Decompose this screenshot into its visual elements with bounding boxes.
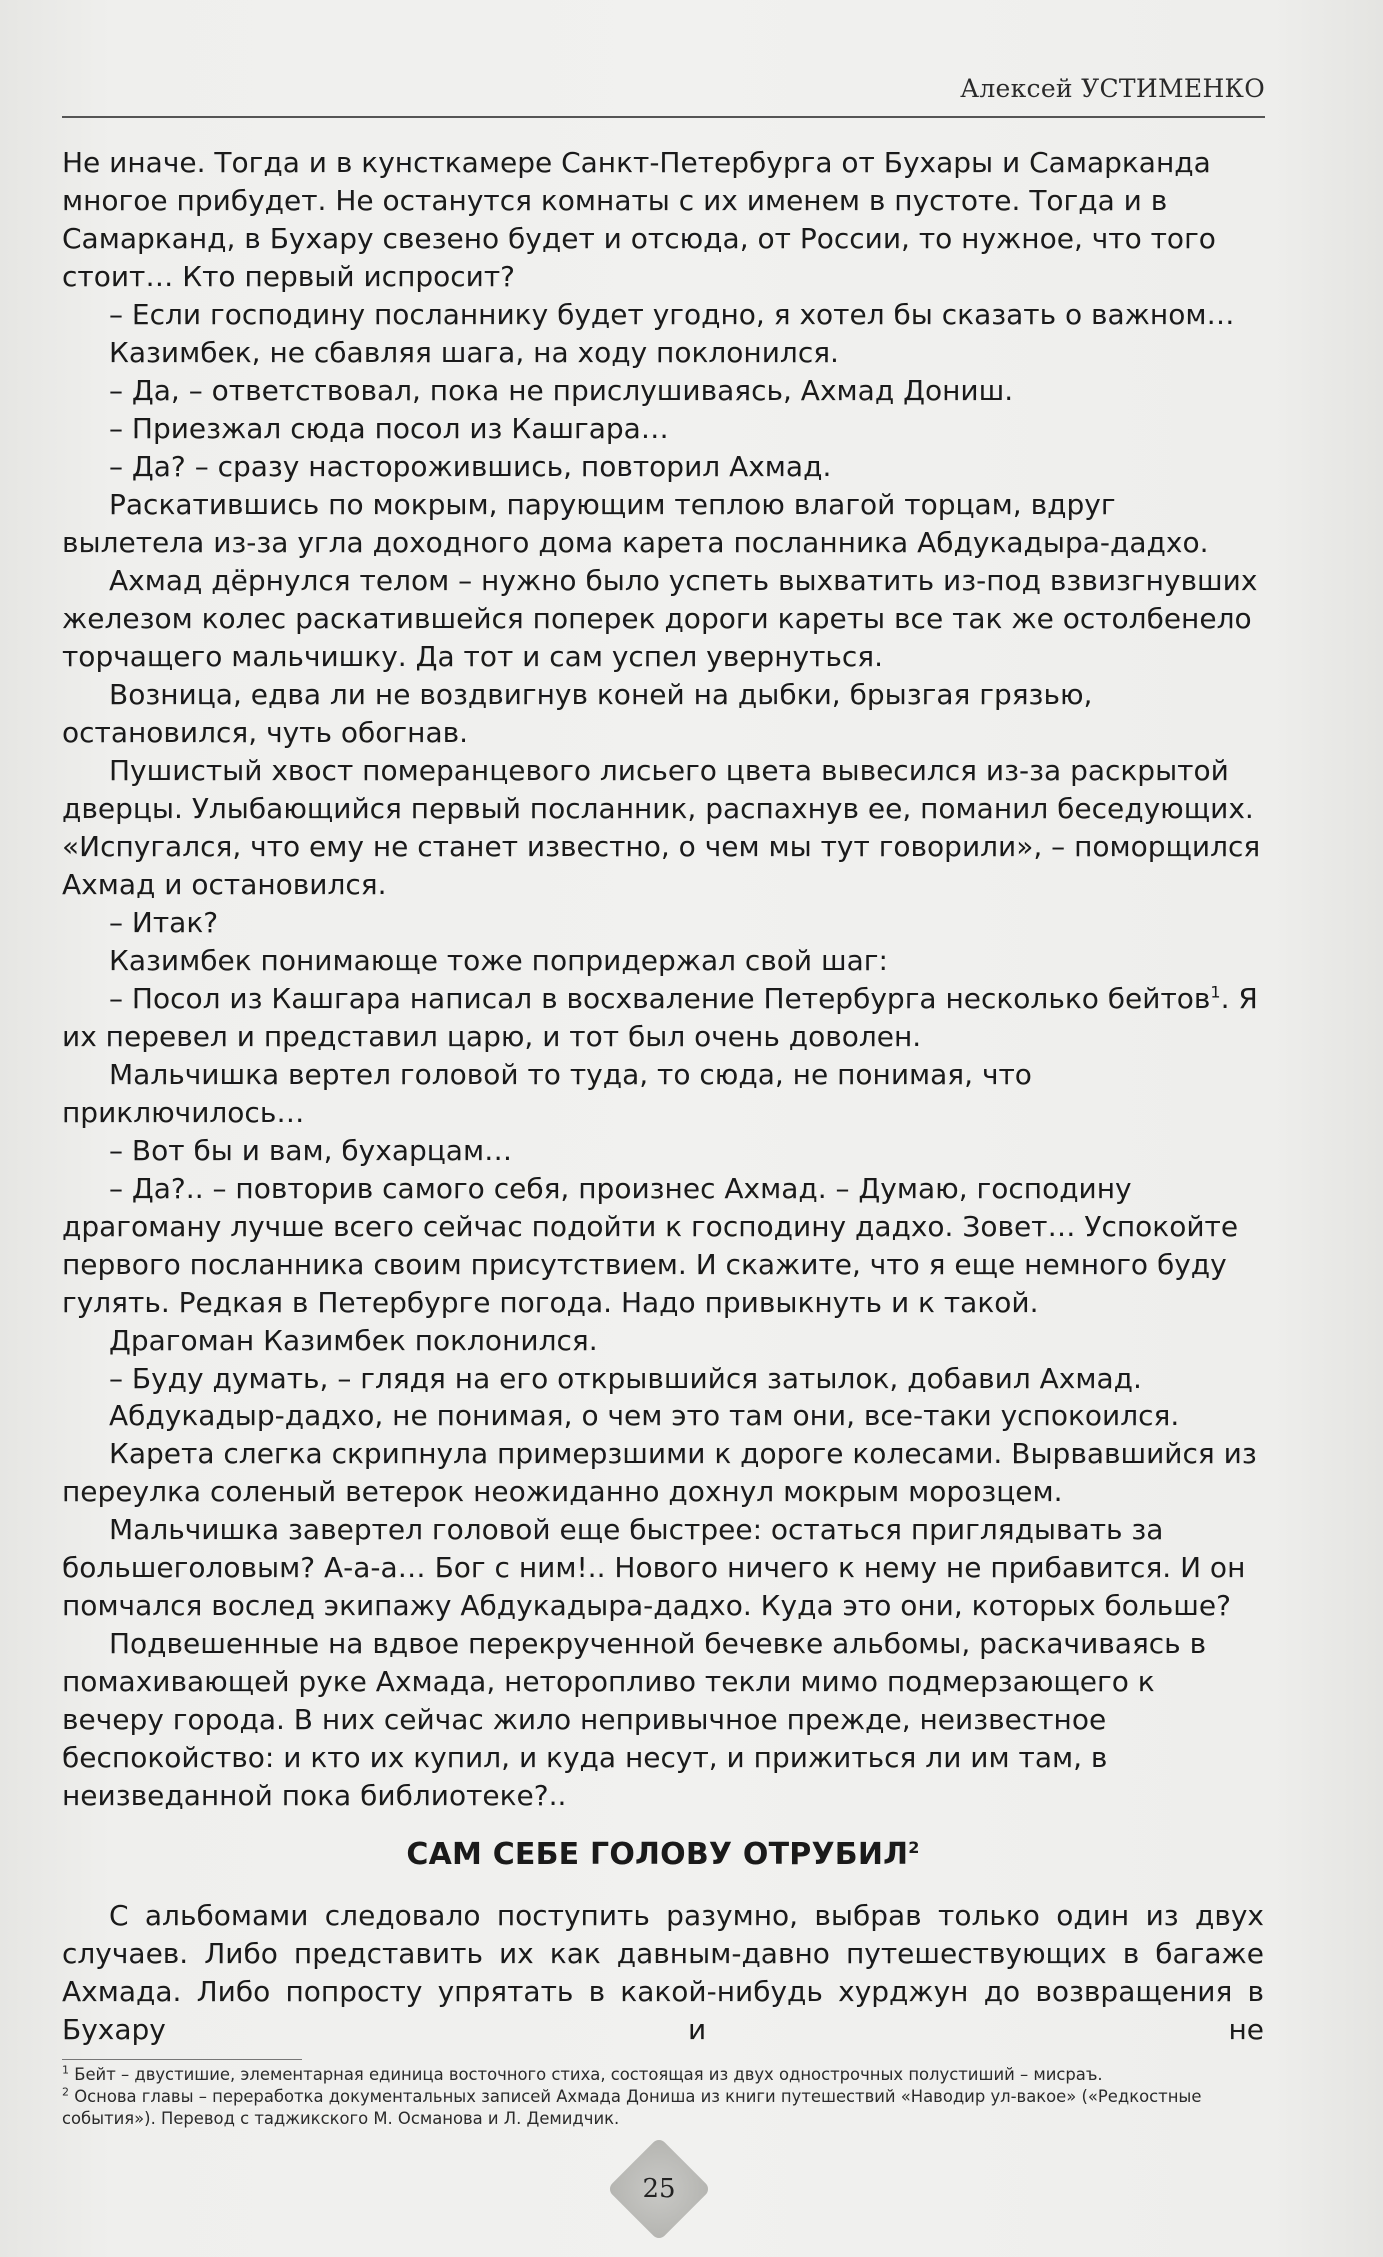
- section-heading: [62, 1835, 1264, 1875]
- paragraph-text: Карета слегка скрипнула примерзшими к дороге колесами. Вырвавшийся из переулка соленый ветерок неожиданно дохнул мокрым морозцем.: [62, 1437, 1257, 1509]
- paragraph-text: Драгоман Казимбек поклонился.: [109, 1323, 598, 1357]
- body-text: [62, 144, 1264, 2049]
- paragraph-text: – Если господину посланнику будет угодно, я хотел бы сказать о важном…: [109, 297, 1235, 331]
- paragraphs-before-heading: [62, 144, 1264, 1815]
- paragraph: [62, 334, 1264, 372]
- paragraph: [62, 448, 1264, 486]
- paragraph-text: Абдукадыр-дадхо, не понимая, о чем это там они, все-таки успокоился.: [109, 1399, 1180, 1433]
- paragraph: [62, 1625, 1264, 1815]
- paragraph-text: Ахмад дёрнулся телом – нужно было успеть выхватить из-под взвизгнувших железом колес раскатившейся поперек дороги кареты все так же остолбенело торчащего мальчишку. Да тот и сам успел увернуться.: [62, 563, 1258, 673]
- paragraph-text: – Приезжал сюда посол из Кашгара…: [109, 411, 669, 445]
- footnote-mark: 1: [1210, 982, 1221, 1002]
- paragraph: [62, 1511, 1264, 1625]
- paragraph-after-heading: С альбомами следовало поступить разумно, выбрав только один из двух случаев. Либо представить их как давным-давно путешествующих в багаже Ахмада. Либо попросту упрятать в какой-нибудь хурджун до возвращения в Бухару и не: [62, 1899, 1264, 2047]
- paragraph-text: – Вот бы и вам, бухарцам…: [109, 1133, 513, 1167]
- paragraph: [62, 1056, 1264, 1132]
- paragraph-text: – Посол из Кашгара написал в восхваление Петербурга несколько бейтов: [109, 981, 1211, 1015]
- paragraph: [62, 980, 1264, 1056]
- paragraph-text: Подвешенные на вдвое перекрученной бечевке альбомы, раскачиваясь в помахивающей руке Ахмада, неторопливо текли мимо подмерзающего к вечеру города. В них сейчас жило непривычное прежде, неизвестное беспокойство: и кто их купил, и куда несут, и прижиться ли им там, в неизведанной пока библиотеке?..: [62, 1627, 1207, 1813]
- section-heading-text: САМ СЕБЕ ГОЛОВУ ОТРУБИЛ: [406, 1837, 909, 1873]
- footnote-number: 1: [62, 2063, 69, 2077]
- footnote-text: Бейт – двустишие, элементарная единица восточного стиха, состоящая из двух однострочных полустиший – мисраъ.: [74, 2065, 1103, 2084]
- paragraph-text: Пушистый хвост померанцевого лисьего цвета вывесился из-за раскрытой дверцы. Улыбающийся первый посланник, распахнув ее, поманил беседующих. «Испугался, что ему не станет известно, о чем мы тут говорили», – поморщился Ахмад и остановился.: [62, 753, 1261, 901]
- footnote-text: Основа главы – переработка документальных записей Ахмада Дониша из книги путешествий «Наводир ул-вакое» («Редкостные события»). Перевод с таджикского М. Османова и Л. Демидчик.: [62, 2087, 1202, 2128]
- paragraph: [62, 1360, 1264, 1398]
- paragraph-text: – Да, – ответствовал, пока не прислушиваясь, Ахмад Дониш.: [109, 373, 1014, 407]
- footnote: [62, 2064, 1264, 2086]
- paragraph: [62, 1322, 1264, 1360]
- paragraph: [62, 752, 1264, 904]
- paragraph: [62, 942, 1264, 980]
- paragraph: [62, 904, 1264, 942]
- footnote: [62, 2086, 1264, 2130]
- footnote-rule: [62, 2059, 302, 2060]
- paragraph-text: – Да? – сразу насторожившись, повторил Ахмад.: [109, 449, 832, 483]
- paragraph-text: – Да?.. – повторив самого себя, произнес Ахмад. – Думаю, господину драгоману лучше всего сейчас подойти к господину дадхо. Зовет… Успокойте первого посланника своим присутствием. И скажите, что я еще немного буду гулять. Редкая в Петербурге погода. Надо привыкнуть и к такой.: [62, 1171, 1239, 1319]
- paragraph-text: Мальчишка завертел головой еще быстрее: остаться приглядывать за большеголовым? А-а-а… Бог с ним!.. Нового ничего к нему не прибавится. И он помчался вослед экипажу Абдукадыра-дадхо. Куда это они, которых больше?: [62, 1513, 1246, 1623]
- paragraph-text: Не иначе. Тогда и в кунсткамере Санкт-Петербурга от Бухары и Самарканда многое прибудет. Не останутся комнаты с их именем в пустоте. Тогда и в Самарканд, в Бухару свезено будет и отсюда, от России, то нужное, что того стоит… Кто первый испросит?: [62, 146, 1216, 293]
- paragraph: [62, 1397, 1264, 1435]
- paragraph-text: Казимбек, не сбавляя шага, на ходу поклонился.: [109, 335, 839, 369]
- paragraph: [62, 296, 1264, 334]
- page-number: 25: [642, 2174, 676, 2204]
- paragraph: [62, 144, 1264, 296]
- paragraph: [62, 372, 1264, 410]
- section-heading-footnote-mark: 2: [908, 1838, 920, 1858]
- paragraph: [62, 1435, 1264, 1511]
- paragraph-text-continued: . Я их перевел и представил царю, и тот был очень доволен.: [62, 981, 1258, 1053]
- paragraph-text: – Буду думать, – глядя на его открывшийся затылок, добавил Ахмад.: [109, 1361, 1142, 1395]
- footnotes: [62, 2064, 1264, 2130]
- paragraph: [62, 1170, 1264, 1322]
- paragraph: [62, 486, 1264, 562]
- paragraph-text: Казимбек понимающе тоже попридержал свой шаг:: [109, 943, 888, 977]
- paragraph-text: Раскатившись по мокрым, парующим теплою влагой торцам, вдруг вылетела из-за угла доходного дома карета посланника Абдукадыра-дадхо.: [62, 487, 1209, 559]
- paragraph-text: – Итак?: [109, 905, 219, 939]
- paragraph: [62, 562, 1264, 676]
- paragraph: [62, 410, 1264, 448]
- paragraph: [62, 1132, 1264, 1170]
- paragraph: [62, 676, 1264, 752]
- running-header: Алексей УСТИМЕНКО: [960, 74, 1265, 103]
- paragraph-text: Мальчишка вертел головой то туда, то сюда, не понимая, что приключилось…: [62, 1057, 1032, 1129]
- header-rule: [62, 116, 1265, 118]
- footnote-number: 2: [62, 2085, 69, 2099]
- paragraph-text: Возница, едва ли не воздвигнув коней на дыбки, брызгая грязью, остановился, чуть обогнав.: [62, 677, 1093, 749]
